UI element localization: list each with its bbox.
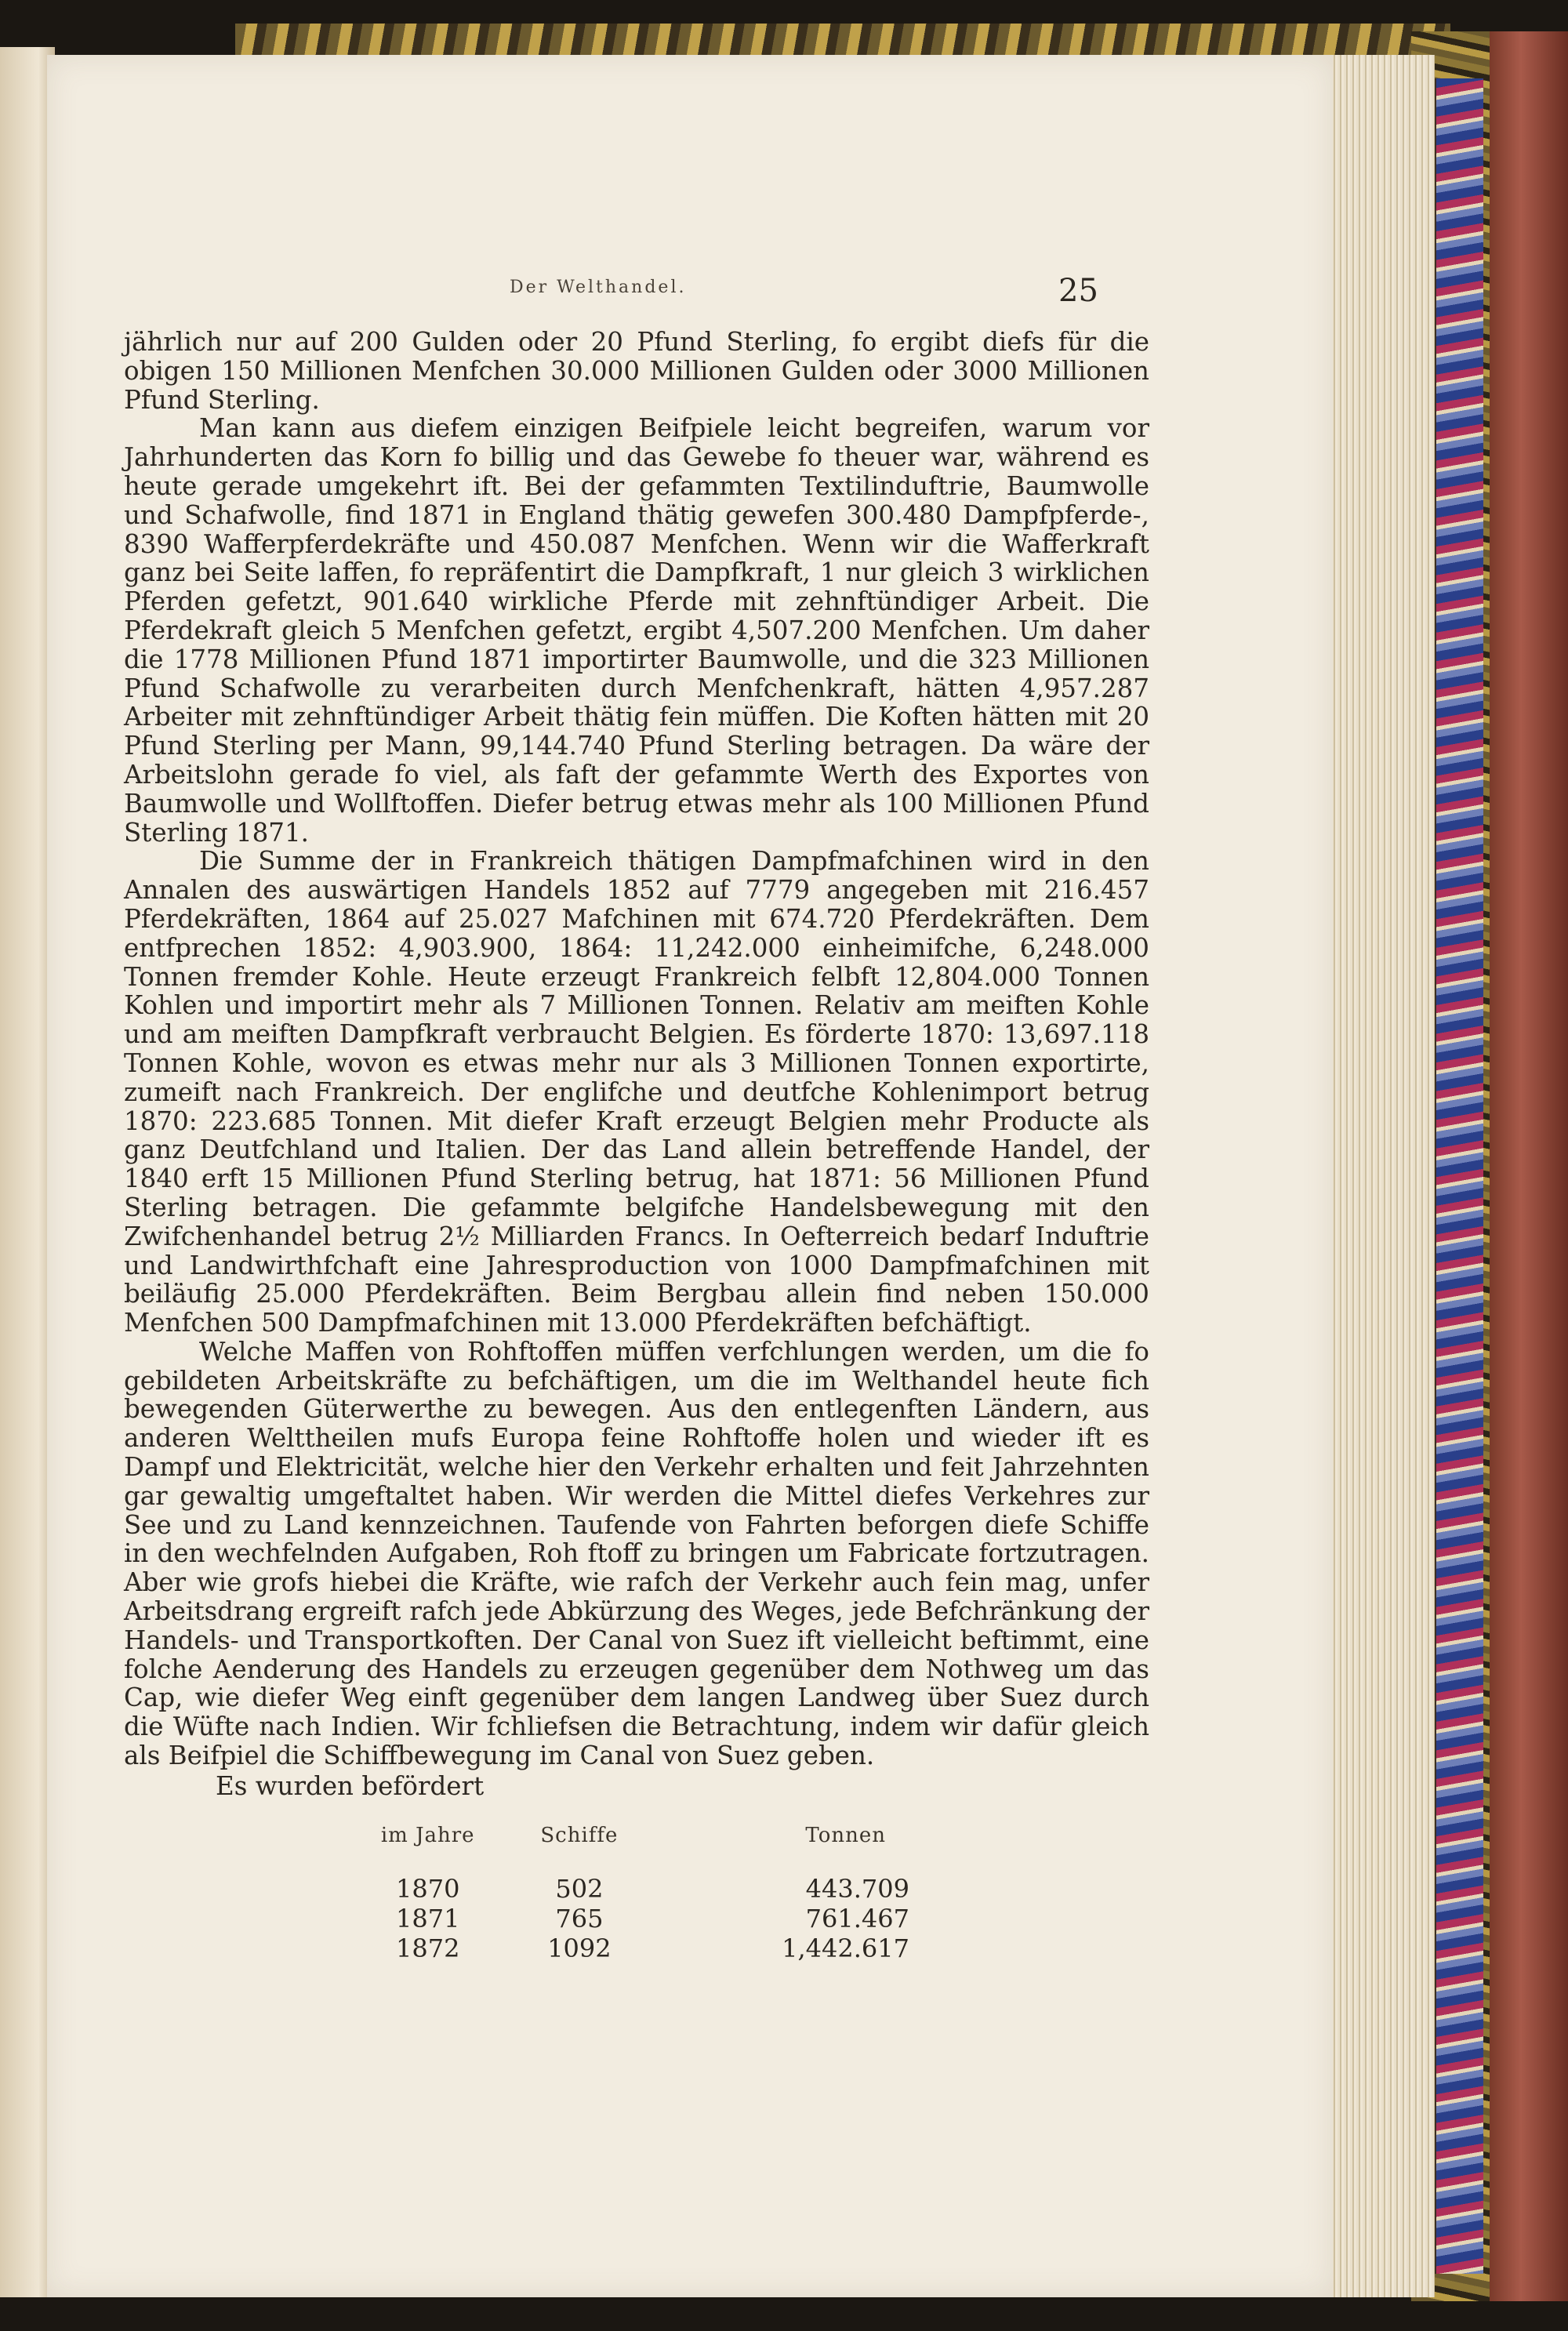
table-row — [345, 1874, 956, 1904]
table-header-row — [345, 1824, 956, 1874]
col-header-year: im Jahre — [380, 1824, 475, 1847]
paragraph-2: Man kann aus diefem einzigen Beifpiele leicht begreifen, warum vor Jahrhunderten das Korn fo billig und das Gewebe fo theuer war, während es heute gerade umgekehrt ift. Bei der gefammten Textilinduftrie, Baumwolle und Schafwolle, find 1871 in England thätig gewefen 300.480 Dampfpferde-, 8390 Wafferpferdekräfte und 450.087 Menfchen. Wenn wir die Wafferkraft ganz bei Seite laffen, fo repräfentirt die Dampfkraft, 1 nur gleich 3 wirklichen Pferden gefetzt, 901.640 wirkliche Pferde mit zehnftündiger Arbeit. Die Pferdekraft gleich 5 Menfchen gefetzt, ergibt 4,507.200 Menfchen. Um daher die 1778 Millionen Pfund 1871 importirter Baumwolle, und die 323 Millionen Pfund Schafwolle zu verarbeiten durch Menfchenkraft, hätten 4,957.287 Arbeiter mit zehnftündiger Arbeit thätig fein müffen. Die Koften hätten mit 20 Pfund Sterling per Mann, 99,144.740 Pfund Sterling betragen. Da wäre der Arbeitslohn gerade fo viel, als faft der gefammte Werth des Exportes von Baumwolle und Wollftoffen. Diefer betrug etwas mehr als 100 Millionen Pfund Sterling 1871. — [124, 413, 1149, 848]
cell-year: 1871 — [395, 1904, 460, 1933]
cell-ships: 765 — [555, 1904, 604, 1933]
col-header-tons: Tonnen — [805, 1824, 886, 1847]
table-row — [345, 1933, 956, 1963]
leather-spine-edge — [1490, 31, 1568, 2301]
cell-year: 1872 — [395, 1933, 460, 1963]
cell-ships: 1092 — [547, 1933, 612, 1963]
col-header-ships: Schiffe — [540, 1824, 619, 1847]
marbled-page-edge — [1435, 78, 1483, 2274]
body-text — [124, 328, 1149, 1770]
table-row — [345, 1904, 956, 1933]
paragraph-3: Die Summe der in Frankreich thätigen Dampfmafchinen wird in den Annalen des auswärtigen Handels 1852 auf 7779 angegeben mit 216.457 Pferdekräften, 1864 auf 25.027 Mafchinen mit 674.720 Pferdekräften. Dem entfprechen 1852: 4,903.900, 1864: 11,242.000 einheimifche, 6,248.000 Tonnen fremder Kohle. Heute erzeugt Frankreich felbft 12,804.000 Tonnen Kohlen und importirt mehr als 7 Millionen Tonnen. Relativ am meiften Kohle und am meiften Dampfkraft verbraucht Belgien. Es förderte 1870: 13,697.118 Tonnen Kohle, wovon es etwas mehr nur als 3 Millionen Tonnen exportirte, zumeift nach Frankreich. Der englifche und deutfche Kohlenimport betrug 1870: 223.685 Tonnen. Mit diefer Kraft erzeugt Belgien mehr Producte als ganz Deutfchland und Italien. Der das Land allein betreffende Handel, der 1840 erft 15 Millionen Pfund Sterling betrug, hat 1871: 56 Millionen Pfund Sterling betragen. Die gefammte belgifche Handelsbewegung mit den Zwifchenhandel betrug 2½ Milliarden Francs. In Oefterreich bedarf Induftrie und Landwirthfchaft eine Jahresproduction von 1000 Dampfmafchinen mit beiläufig 25.000 Pferdekräften. Beim Bergbau allein find neben 150.000 Menfchen 500 Dampfmafchinen mit 13.000 Pferdekräften befchäftigt. — [124, 846, 1149, 1338]
suez-canal-table — [345, 1824, 956, 1963]
cell-tons: 1,442.617 — [782, 1933, 909, 1963]
cell-tons: 443.709 — [805, 1874, 909, 1904]
paragraph-4: Welche Maffen von Rohftoffen müffen verfchlungen werden, um die fo gebildeten Arbeitskräfte zu befchäftigen, um die im Welthandel heute fich bewegenden Güterwerthe zu bewegen. Aus den entlegenften Ländern, aus anderen Welttheilen mufs Europa feine Rohftoffe holen und wieder ift es Dampf und Elektricität, welche hier den Verkehr erhalten und feit Jahrzehnten gar gewaltig umgeftaltet haben. Wir werden die Mittel diefes Verkehres zur See und zu Land kennzeichnen. Taufende von Fahrten beforgen diefe Schiffe in den wechfelnden Aufgaben, Roh ftoff zu bringen um Fabricate fortzutragen. Aber wie grofs hiebei die Kräfte, wie rafch der Verkehr auch fein mag, unfer Arbeitsdrang ergreift rafch jede Abkürzung des Weges, jede Befchränkung der Handels- und Transportkoften. Der Canal von Suez ift vielleicht beftimmt, eine folche Aenderung des Handels zu erzeugen gegenüber dem Nothweg um das Cap, wie diefer Weg einft gegenüber dem langen Landweg über Suez durch die Wüfte nach Indien. Wir fchliefsen die Betrachtung, indem wir dafür gleich als Beifpiel die Schiffbewegung im Canal von Suez geben. — [124, 1336, 1149, 1771]
cell-year: 1870 — [395, 1874, 460, 1904]
cell-tons: 761.467 — [805, 1904, 909, 1933]
page-block-edges — [1325, 55, 1435, 2297]
paragraph-1: jährlich nur auf 200 Gulden oder 20 Pfund Sterling, fo ergibt diefs für die obigen 150 Millionen Menfchen 30.000 Millionen Gulden oder 3000 Millionen Pfund Sterling. — [124, 327, 1149, 415]
page-header — [47, 273, 1333, 320]
table-intro: Es wurden befördert — [216, 1771, 485, 1801]
cell-ships: 502 — [555, 1874, 604, 1904]
book-page — [47, 55, 1333, 2297]
running-head: Der Welthandel. — [510, 278, 687, 297]
page-number: 25 — [1058, 273, 1098, 309]
